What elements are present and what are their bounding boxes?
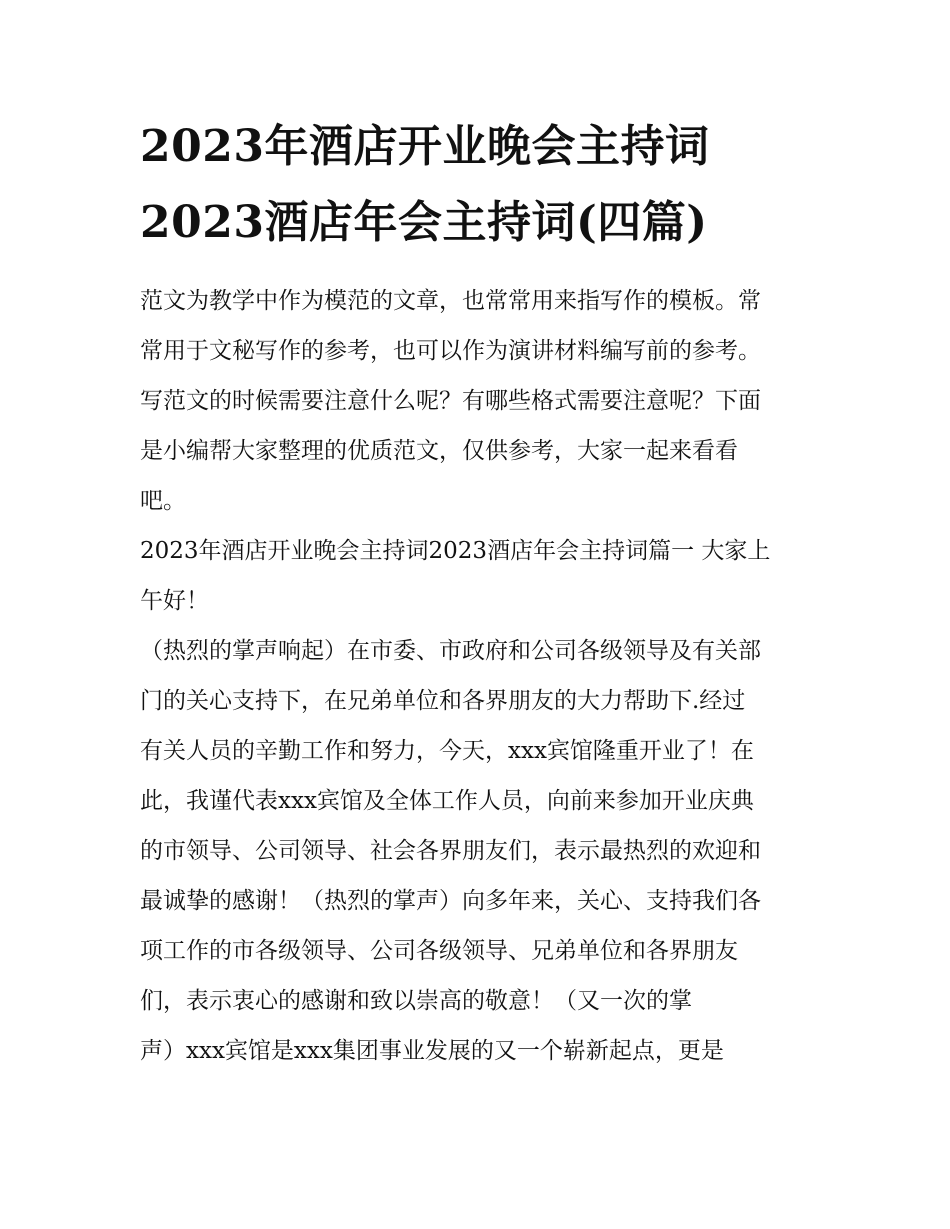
intro-line: 是小编帮大家整理的优质范文，仅供参考，大家一起来看看 [140, 438, 738, 464]
document-body [140, 276, 840, 1076]
paragraph-line: 项工作的市各级领导、公司各级领导、兄弟单位和各界朋友 [140, 938, 738, 964]
document-title-line-2: 2023酒店年会主持词(四篇) [140, 197, 708, 248]
intro-line: 吧。 [140, 488, 186, 514]
intro-line: 写范文的时候需要注意什么呢？有哪些格式需要注意呢？下面 [140, 388, 761, 414]
paragraph-line: （热烈的掌声响起）在市委、市政府和公司各级领导及有关部 [140, 638, 761, 664]
intro-line: 范文为教学中作为模范的文章，也常常用来指写作的模板。常 [140, 288, 761, 314]
section-heading-line: 2023年酒店开业晚会主持词2023酒店年会主持词篇一 大家上 [140, 538, 771, 564]
paragraph-line: 声）xxx宾馆是xxx集团事业发展的又一个崭新起点，更是 [140, 1038, 724, 1064]
paragraph-line: 们，表示衷心的感谢和致以崇高的敬意！（又一次的掌 [140, 988, 692, 1014]
paragraph-line: 的市领导、公司领导、社会各界朋友们，表示最热烈的欢迎和 [140, 838, 761, 864]
document-title-line-1: 2023年酒店开业晚会主持词 [140, 121, 710, 172]
paragraph-line: 门的关心支持下，在兄弟单位和各界朋友的大力帮助下.经过 [140, 688, 746, 714]
intro-line: 常用于文秘写作的参考，也可以作为演讲材料编写前的参考。 [140, 338, 761, 364]
paragraph-line: 有关人员的辛勤工作和努力，今天，xxx宾馆隆重开业了！在 [140, 738, 754, 764]
paragraph-line: 此，我谨代表xxx宾馆及全体工作人员，向前来参加开业庆典 [140, 788, 754, 814]
section-heading-line: 午好！ [140, 588, 209, 614]
paragraph-line: 最诚挚的感谢！（热烈的掌声）向多年来，关心、支持我们各 [140, 888, 761, 914]
